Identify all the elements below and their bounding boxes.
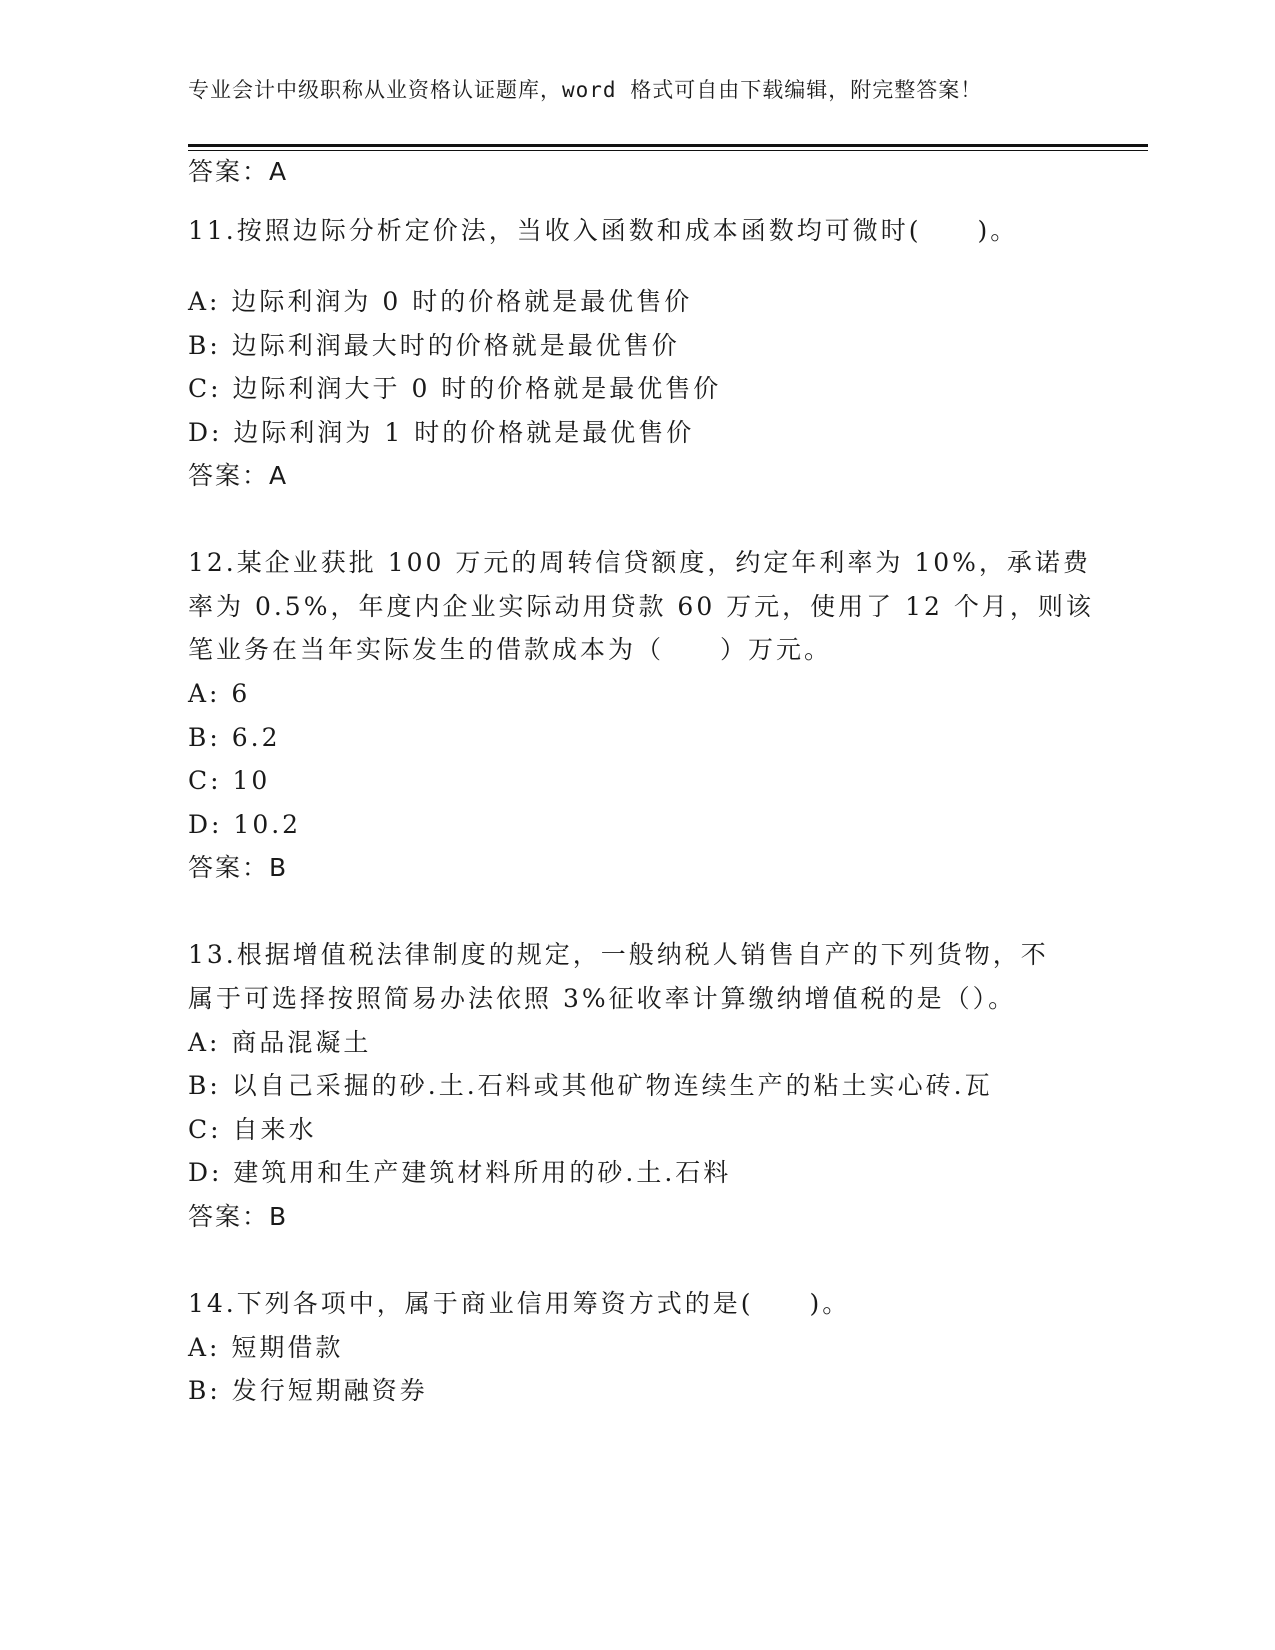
- question-11-option-d: D: 边际利润为 1 时的价格就是最优售价: [188, 418, 695, 447]
- question-12-text-line-3: 笔业务在当年实际发生的借款成本为（ ）万元。: [188, 635, 833, 664]
- question-13-option-b: B: 以自己采掘的砂.土.石料或其他矿物连续生产的粘土实心砖.瓦: [188, 1071, 993, 1100]
- previous-answer: 答案：A: [188, 157, 289, 186]
- question-12-text-line-2: 率为 0.5%，年度内企业实际动用贷款 60 万元，使用了 12 个月，则该: [188, 592, 1094, 621]
- question-12-answer: 答案：B: [188, 853, 289, 882]
- header-rule-thin: [188, 150, 1148, 151]
- question-13-text-line-2: 属于可选择按照简易办法依照 3%征收率计算缴纳增值税的是（）。: [188, 984, 1017, 1013]
- question-13-option-d: D: 建筑用和生产建筑材料所用的砂.土.石料: [188, 1158, 732, 1187]
- question-14-option-b: B: 发行短期融资券: [188, 1376, 428, 1405]
- question-13-option-a: A: 商品混凝土: [188, 1028, 372, 1057]
- question-11-option-b: B: 边际利润最大时的价格就是最优售价: [188, 331, 680, 360]
- question-11-option-a: A: 边际利润为 0 时的价格就是最优售价: [188, 287, 693, 316]
- question-13-text-line-1: 13.根据增值税法律制度的规定，一般纳税人销售自产的下列货物，不: [188, 940, 1049, 969]
- question-11-text: 11.按照边际分析定价法，当收入函数和成本函数均可微时( )。: [188, 216, 1019, 245]
- question-14-option-a: A: 短期借款: [188, 1333, 344, 1362]
- question-12-option-b: B: 6.2: [188, 723, 281, 752]
- question-12-text-line-1: 12.某企业获批 100 万元的周转信贷额度，约定年利率为 10%，承诺费: [188, 548, 1091, 577]
- question-12-option-c: C: 10: [188, 766, 271, 795]
- question-12-option-d: D: 10.2: [188, 810, 302, 839]
- question-14-text: 14.下列各项中，属于商业信用筹资方式的是( )。: [188, 1289, 851, 1318]
- question-13-answer: 答案：B: [188, 1202, 289, 1231]
- question-13-option-c: C: 自来水: [188, 1115, 317, 1144]
- header-rule-thick: [188, 144, 1148, 147]
- question-11-option-c: C: 边际利润大于 0 时的价格就是最优售价: [188, 374, 722, 403]
- question-11-answer: 答案：A: [188, 461, 289, 490]
- question-12-option-a: A: 6: [188, 679, 251, 708]
- page-header: 专业会计中级职称从业资格认证题库，word 格式可自由下载编辑，附完整答案！: [188, 78, 983, 102]
